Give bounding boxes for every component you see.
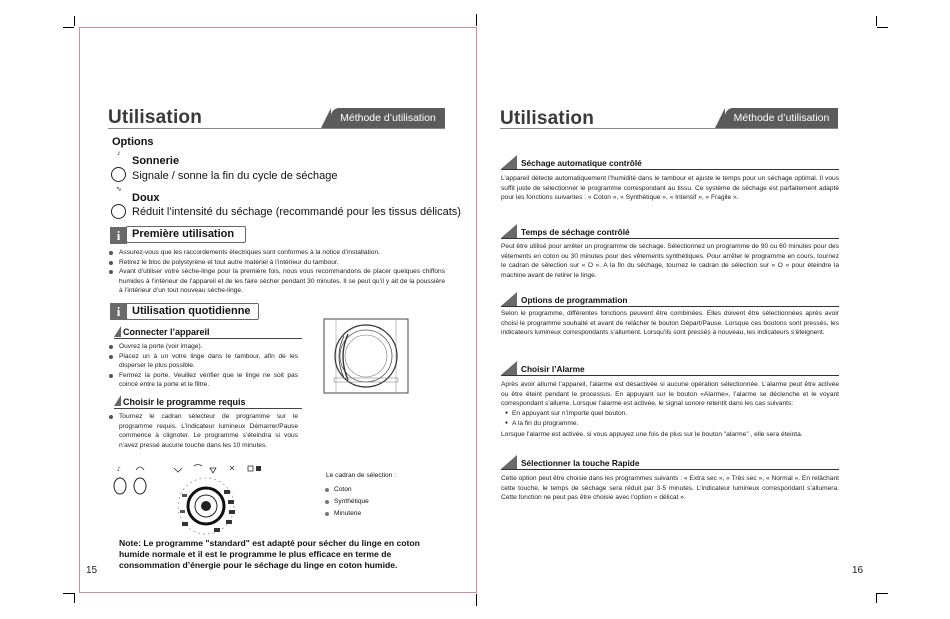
- option-title: Doux: [132, 192, 160, 204]
- dial-program-list: [324, 484, 369, 520]
- paragraph: Après avoir allumé l’appareil, l’alarme est désactivée si aucune opération sélectionnée. L’alarme peut être activée ou être éteint pendant le processus. En appuyant sur le bouton «Alarme», l’alarme se déclenche et le voyant correspondant s’allume. Lorsque l’alarme est activée, le signal sonore retentit dans les cas suivants:: [501, 381, 839, 407]
- section-tab: Méthode d’utilisation: [331, 108, 445, 128]
- list-item: Synthétique: [324, 496, 369, 508]
- alarm-button-icon: [111, 167, 126, 182]
- subsection-marker: [114, 326, 121, 337]
- connect-list: [108, 342, 298, 390]
- section-text: [501, 380, 839, 439]
- section-title: Choisir l’Alarme: [521, 364, 585, 374]
- first-use-list: [108, 248, 445, 296]
- crop-mark: [877, 593, 888, 594]
- option-desc: Signale / sonne la fin du cycle de séchage: [132, 170, 338, 182]
- crop-mark: [63, 27, 74, 28]
- bell-icon: ♪: [117, 150, 121, 157]
- list-item: Retirez le bloc de polystyrène et tout autre matériel à l’intérieur du tambour.: [108, 258, 445, 268]
- section-title: Séchage automatique contrôlé: [521, 158, 642, 168]
- crop-mark: [476, 14, 477, 26]
- svg-text:♪: ♪: [117, 466, 121, 473]
- list-item: Fermez la porte. Veuillez vérifier que le linge ne soit pas coincé entre la porte et le filtre.: [108, 371, 298, 390]
- options-heading: Options: [112, 136, 154, 148]
- paragraph: Cette option peut être choisie dans les programmes suivants : « Extra sec », « Très sec », « Normal ». En relâchant cette touche, le temps de séchage sera réduit par 3-5 minutes. L’indicateur lumineux correspondant s’allumera. Cette fonction ne peut pas être choisie avec l’option « délicat ».: [501, 475, 839, 501]
- paragraph: Peut être utilisé pour arrêter un programme de séchage. Sélectionnez un programme de 90 ou 60 minutes pour des vêtements en coton ou 30 minutes pour des vêtements synthétiques. Pour arrêter le programme en cours, tournez le cadran de sélection sur « O ». A la fin du séchage, tournez le cadran de sélection sur « O » pour éteindre la machine avant de retirer le linge.: [501, 243, 839, 279]
- list-item: Ouvrez la porte (voir image).: [108, 342, 298, 352]
- title-rule: [108, 128, 445, 129]
- section-text: [501, 474, 839, 503]
- list-item: Minuterie: [324, 508, 369, 520]
- page-number: 16: [852, 565, 864, 576]
- section-box-title: Utilisation quotidienne: [126, 303, 259, 320]
- crop-mark: [877, 27, 888, 28]
- list-item: ● A la fin du programme.: [501, 419, 839, 430]
- paragraph: Selon le programme, différentes fonctions peuvent être combinées. Elles doivent être sélectionnées après avoir choisi le programme souhaité et avant de relâcher le bouton Départ/Pause. Lorsque ces boutons sont pressés, les indicateurs lumineux correspondants s’allument. Lorsqu’ils sont pressés à nouveau, les indicateurs s’éteignent.: [501, 310, 839, 336]
- list-item: Tournez le cadran sélecteur de programme sur le programme requis. L’indicateur lumineux Démarrer/Pause commence à clignoter. Le programme s’éteindra si vous n’avez pressé aucune touche dans les 10 minutes.: [108, 412, 298, 450]
- info-icon: i: [110, 227, 127, 244]
- list-item: Placez un à un votre linge dans le tambour, afin de les disperser le plus possible.: [108, 352, 298, 371]
- section-rule: [501, 238, 839, 239]
- subsection-marker: [114, 395, 121, 406]
- gentle-icon: ∿: [116, 186, 122, 193]
- standard-program-note: Note: Le programme "standard" est adapté pour sécher du linge en coton humide normale et il est le programme le plus efficace en terme de consommation d’énergie pour le séchage du linge en coton humide.: [119, 538, 420, 570]
- dial-caption: Le cadran de sélection :: [326, 472, 397, 479]
- gentle-button-icon: [111, 204, 126, 219]
- section-text: [501, 242, 839, 280]
- list-item: Coton: [324, 484, 369, 496]
- section-rule: [501, 306, 839, 307]
- option-title: Sonnerie: [132, 155, 180, 167]
- paragraph: L’appareil détecte automatiquement l’humidité dans le tambour et ajuste le temps pour un séchage optimal. Il vous suffit juste de sélectionner le programme correspondant au tissu. Ce système de séchage est parfaitement adapté pour les fonctions suivantes : « Coton », « Synthétique », « Intensif », « Fragile ».: [501, 175, 839, 201]
- section-marker: [501, 224, 517, 238]
- crop-mark: [876, 593, 877, 603]
- section-text: [501, 174, 839, 203]
- section-text: [501, 309, 839, 338]
- list-item: Avant d’utiliser votre sèche-linge pour la première fois, nous vous recommandons de placer quelques chiffons humides à l’intérieur de l’appareil et de les faire sécher pendant 30 minutes. Il se peut qu’il y ait de la poussière à l’intérieur d’un tout nouveau sèche-linge.: [108, 267, 445, 296]
- section-marker: [501, 292, 517, 306]
- crop-mark: [74, 16, 75, 26]
- section-title: Sélectionner la touche Rapide: [521, 458, 640, 468]
- program-list: [108, 412, 298, 450]
- title-rule: [500, 128, 838, 129]
- section-title: Temps de séchage contrôlé: [521, 227, 630, 237]
- subsection-title: Connecter l’appareil: [123, 327, 210, 337]
- subsection-rule: [114, 338, 302, 339]
- page-title: Utilisation: [500, 108, 595, 129]
- section-marker: [501, 455, 517, 469]
- section-rule: [501, 375, 839, 376]
- crop-mark: [63, 593, 74, 594]
- list-item: Assurez-vous que les raccordements électriques sont conformes à la notice d’installation.: [108, 248, 445, 258]
- info-icon: i: [110, 303, 127, 320]
- paragraph: Lorsque l’alarme est activée, si vous appuyez une fois de plus sur le bouton "alarme" , elle sera éteinta.: [501, 430, 803, 438]
- subsection-rule: [114, 408, 302, 409]
- section-rule: [501, 169, 839, 170]
- list-item: ● En appuyant sur n’importe quel bouton.: [501, 409, 839, 420]
- dryer-door-illustration: [322, 318, 410, 394]
- page-number: 15: [86, 565, 98, 576]
- section-tab: Méthode d’utilisation: [725, 108, 838, 128]
- page-title: Utilisation: [108, 107, 203, 128]
- section-marker: [501, 155, 517, 169]
- subsection-title: Choisir le programme requis: [123, 397, 246, 407]
- control-panel-illustration: [110, 462, 270, 538]
- section-title: Options de programmation: [521, 295, 628, 305]
- crop-mark: [876, 16, 877, 26]
- crop-mark: [476, 594, 477, 606]
- section-marker: [501, 361, 517, 375]
- crop-mark: [74, 593, 75, 603]
- section-rule: [501, 469, 839, 470]
- section-box-title: Première utilisation: [126, 226, 246, 243]
- option-desc: Réduit l’intensité du séchage (recommandé pour les tissus délicats): [132, 206, 461, 218]
